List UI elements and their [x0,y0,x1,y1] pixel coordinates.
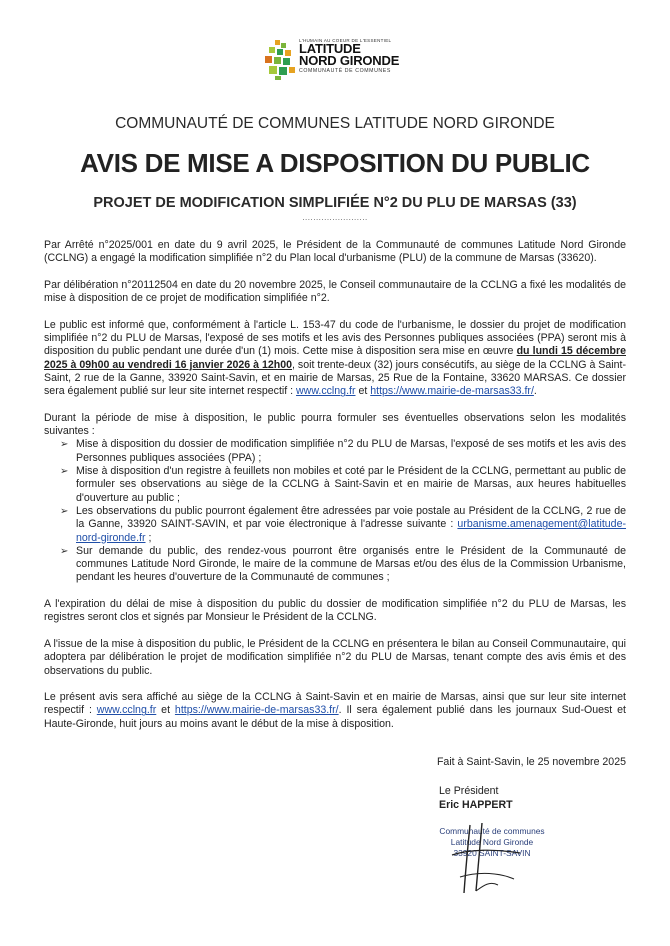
stamp-line: Latitude Nord Gironde [450,837,534,847]
list-item [44,465,626,505]
text-run: . [533,385,537,398]
logo-name-line1: LATITUDE [299,41,361,56]
text-run: et [355,385,371,398]
text-run: Le public est informé que, conformément à l'article L. 153-47 du code de l'urbanisme, le dossier du projet de modification simplifiée n°2 du PLU de Marsas, l'exposé de ses motifs et les avis des Personnes publiques associées (PPA) seront mis à disposition du public pendant une durée d'un (1) mois. Cette mise à disposition sera mise en œuvre [44,318,626,358]
paragraph-arrete: Par Arrêté n°2025/001 en date du 9 avril 2025, le Président de la Communauté de communes Latitude Nord Gironde (CCLNG) a engagé la modification simplifiée n°2 du Plan local d'urbanisme (PLU) de la commune de Marsas (33620). [44,239,626,265]
organisation-heading: COMMUNAUTÉ DE COMMUNES LATITUDE NORD GIRONDE [115,115,555,132]
link-mairie-marsas[interactable]: https://www.mairie-de-marsas33.fr/ [370,385,534,398]
logo-tagline: L'HUMAIN AU COEUR DE L'ESSENTIEL [299,38,392,43]
logo-name [299,43,399,67]
separator-dots: ........................ [302,213,368,222]
signatory-role: Le Président [439,785,499,797]
list-item [44,545,626,585]
stamp-line: 33920 SAINT-SAVIN [453,848,531,858]
paragraph-public-info [44,319,626,399]
arrow-bullet-icon: ➢ [60,545,69,557]
stamp-line: Communauté de communes [439,826,545,836]
page-subtitle: PROJET DE MODIFICATION SIMPLIFIÉE N°2 DU PLU DE MARSAS (33) [93,195,577,211]
list-item [44,438,626,465]
link-cclng[interactable]: www.cclng.fr [96,704,157,717]
place-date: Fait à Saint-Savin, le 25 novembre 2025 [436,756,626,768]
email-link[interactable]: urbanisme.amenagement@latitude-nord-gironde.fr [76,518,626,544]
notice-body [44,239,626,744]
logo-mosaic-icon [261,40,297,80]
arrow-bullet-icon: ➢ [60,439,69,451]
paragraph-bilan: A l'issue de la mise à disposition du public, le Président de la CCLNG en présentera le bilan au Conseil Communautaire, qui adoptera par délibération le projet de modification simplifiée n°2 du PLU de Marsas, tenant compte des avis émis et des observations du public. [44,637,626,677]
list-item-text: ; [145,531,152,544]
list-item-text: Les observations du public pourront également être adressées par voie postale au Président de la CCLNG, 2 rue de la Ganne, 33920 SAINT-SAVIN, et par voie électronique à l'adresse suivante : [76,504,626,531]
logo-cc-line: COMMUNAUTÉ DE COMMUNES [299,68,391,74]
paragraph-deliberation: Par délibération n°20112504 en date du 20 novembre 2025, le Conseil communautaire de la CCLNG a fixé les modalités de mise à disposition de ce projet de modification simplifiée n°2. [44,278,626,305]
paragraph-expiration: A l'expiration du délai de mise à disposition du public du dossier de modification simplifiée n°2 du PLU de Marsas, les registres seront clos et signés par Monsieur le Président de la CCLNG. [44,598,626,624]
page-title: AVIS DE MISE A DISPOSITION DU PUBLIC [80,148,590,178]
handwritten-signature [440,815,540,895]
text-run: et [156,704,175,717]
text-run: . Il sera également publié dans les journaux Sud-Ouest et Haute-Gironde, huit jours au moins avant le début de la mise à disposition. [44,704,626,730]
link-cclng[interactable]: www.cclng.fr [296,385,356,398]
list-item [44,505,626,545]
arrow-bullet-icon: ➢ [60,505,69,517]
consultation-dates: du lundi 15 décembre 2025 à 09h00 au vendredi 16 janvier 2026 à 12h00 [44,345,626,371]
paragraph-modalities-intro: Durant la période de mise à disposition, le public pourra formuler ses éventuelles observations selon les modalités suivantes : [44,411,626,438]
list-item-text: Mise à disposition du dossier de modification simplifiée n°2 du PLU de Marsas, l'exposé de ses motifs et les avis des Personnes publiques associées (PPA) ; [76,438,626,464]
paragraph-affichage [44,691,626,731]
link-mairie-marsas[interactable]: https://www.mairie-de-marsas33.fr/ [174,704,339,717]
list-item-text: Sur demande du public, des rendez-vous pourront être organisés entre le Président de la Communauté de communes Latitude Nord Gironde, le maire de la commune de Marsas et/ou des élus de la Commission Urbanisme, pendant les heures d'ouverture de la Communauté de communes ; [76,544,626,584]
signatory-name: Eric HAPPERT [439,799,513,811]
arrow-bullet-icon: ➢ [60,466,69,478]
cclng-logo [261,38,411,82]
modalities-list [44,438,626,584]
logo-name-line2: NORD GIRONDE [299,53,400,68]
text-run: Le présent avis sera affiché au siège de la CCLNG à Saint-Savin et en mairie de Marsas, ainsi que sur leur site internet respectif : [44,691,626,717]
list-item-text: Mise à disposition d'un registre à feuillets non mobiles et coté par le Président de la CCLNG, permettant au public de formuler ses observations au siège de la CCLNG à Saint-Savin et en mairie de Marsas, aux heures habituelles d'ouverture au public ; [76,465,626,504]
text-run: , soit trente-deux (32) jours consécutifs, au siège de la CCLNG à Saint-Saint, 2 rue de la Ganne, 33920 Saint-Savin, et en mairie de Marsas, 25 Rue de la Fontaine, 33620 MARSAS. Ce dossier sera également publié sur leur site internet respectif : [44,358,626,398]
